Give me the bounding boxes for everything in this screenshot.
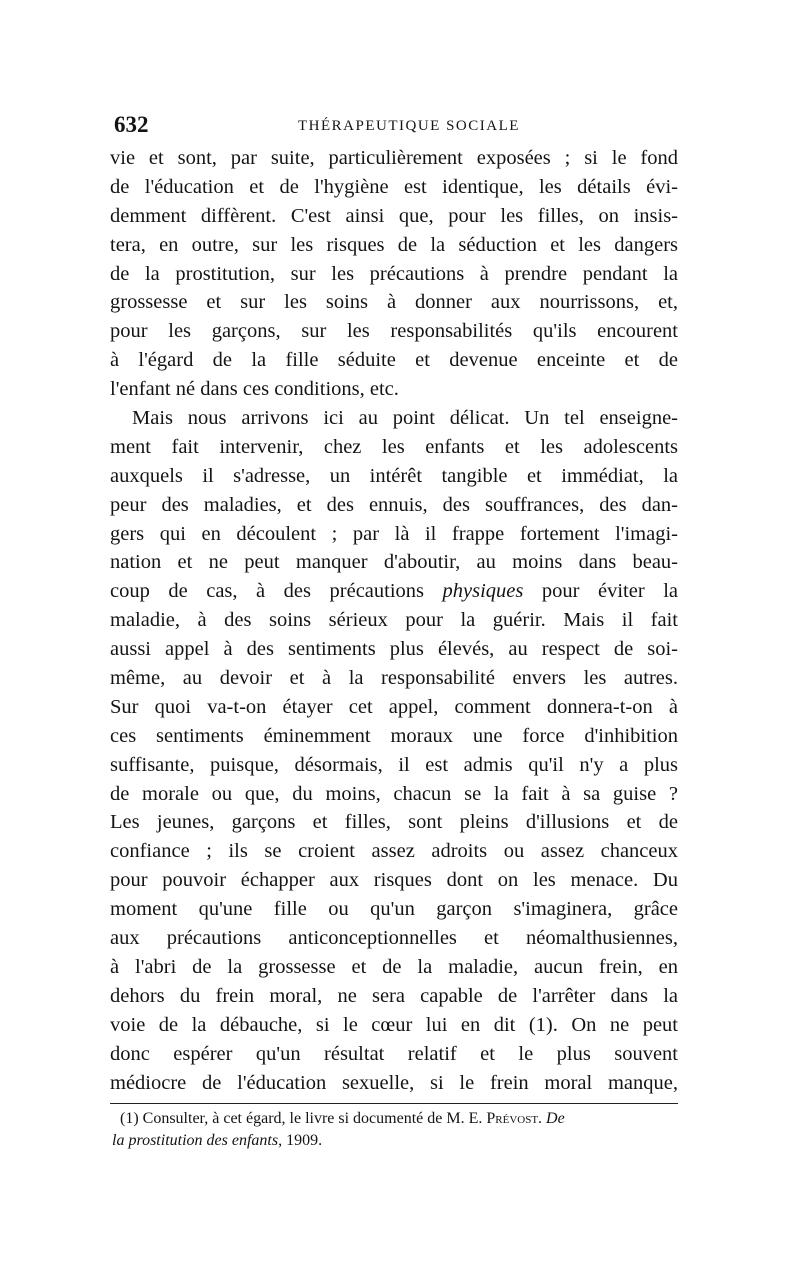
footnote-text: (1) Consulter, à cet égard, le livre si documenté de M. E. [120, 1110, 487, 1128]
text-line: de la prostitution, sur les précautions à prendre pendant la [110, 262, 678, 285]
text-line: nation et ne peut manquer d'aboutir, au moins dans beau- [110, 551, 678, 574]
text-line: suffisante, puisque, désormais, il est admis qu'il n'y a plus [110, 753, 678, 776]
body-text [110, 144, 678, 1097]
footnote [110, 1108, 678, 1152]
text-line: coup de cas, à des précautions physiques pour éviter la [110, 580, 678, 603]
text-line: Mais nous arrivons ici au point délicat. Un tel enseigne- [132, 407, 678, 430]
text-line: à l'abri de la grossesse et de la maladie, aucun frein, en [110, 955, 678, 978]
footnote-title: De [546, 1110, 565, 1128]
text-line: grossesse et sur les soins à donner aux nourrissons, et, [110, 291, 678, 314]
text-line: ces sentiments éminemment moraux une force d'inhibition [110, 724, 678, 747]
text-line: auxquels il s'adresse, un intérêt tangible et immédiat, la [110, 464, 678, 487]
text-line: vie et sont, par suite, particulièrement exposées ; si le fond [110, 147, 678, 169]
text-line: maladie, à des soins sérieux pour la guérir. Mais il fait [110, 609, 678, 632]
running-head: THÉRAPEUTIQUE SOCIALE [298, 118, 520, 134]
text-line: demment diffèrent. C'est ainsi que, pour les filles, on insis- [110, 204, 678, 227]
text-line: médiocre de l'éducation sexuelle, si le frein moral manque, [110, 1071, 678, 1094]
text-line: moment qu'une fille ou qu'un garçon s'imaginera, grâce [110, 898, 678, 921]
text-line: de morale ou que, du moins, chacun se la fait à sa guise ? [110, 782, 678, 805]
text-line: pour pouvoir échapper aux risques dont on les menace. Du [110, 869, 678, 892]
page-header [110, 110, 678, 142]
text-line: à l'égard de la fille séduite et devenue enceinte et de [110, 349, 678, 372]
book-page [110, 110, 678, 1152]
text-line: gers qui en découlent ; par là il frappe fortement l'imagi- [110, 522, 678, 545]
footnote-line [110, 1108, 678, 1130]
text-line: aux précautions anticonceptionnelles et néomalthusiennes, [110, 927, 678, 950]
page-number: 632 [114, 112, 149, 137]
footnote-text: , 1909. [278, 1132, 323, 1150]
footnote-line [110, 1130, 678, 1152]
text-line: pour les garçons, sur les responsabilités qu'ils encourent [110, 320, 678, 343]
text-line: dehors du frein moral, ne sera capable de l'arrêter dans la [110, 984, 678, 1007]
footnote-text: . [538, 1110, 547, 1128]
italic-word: physiques [442, 580, 524, 603]
text-line: confiance ; ils se croient assez adroits ou assez chanceux [110, 840, 678, 863]
text-line: l'enfant né dans ces conditions, etc. [110, 378, 399, 401]
text-line: Les jeunes, garçons et filles, sont pleins d'illusions et de [110, 811, 678, 834]
text-line: voie de la débauche, si le cœur lui en dit (1). On ne peut [110, 1013, 678, 1036]
text-line: donc espérer qu'un résultat relatif et le plus souvent [110, 1042, 678, 1065]
text-line: tera, en outre, sur les risques de la séduction et les dangers [110, 233, 678, 256]
text-line: aussi appel à des sentiments plus élevés, au respect de soi- [110, 638, 678, 661]
text-line: Sur quoi va-t-on étayer cet appel, comment donnera-t-on à [110, 695, 678, 718]
text-line: de l'éducation et de l'hygiène est identique, les détails évi- [110, 175, 678, 198]
text-line: ment fait intervenir, chez les enfants et les adolescents [110, 435, 678, 458]
footnote-author: Prévost [486, 1110, 539, 1128]
footnote-title: la prostitution des enfants [112, 1132, 279, 1150]
text-line: même, au devoir et à la responsabilité envers les autres. [110, 667, 678, 690]
text-line: peur des maladies, et des ennuis, des souffrances, des dan- [110, 493, 678, 516]
footnote-divider [110, 1103, 678, 1104]
